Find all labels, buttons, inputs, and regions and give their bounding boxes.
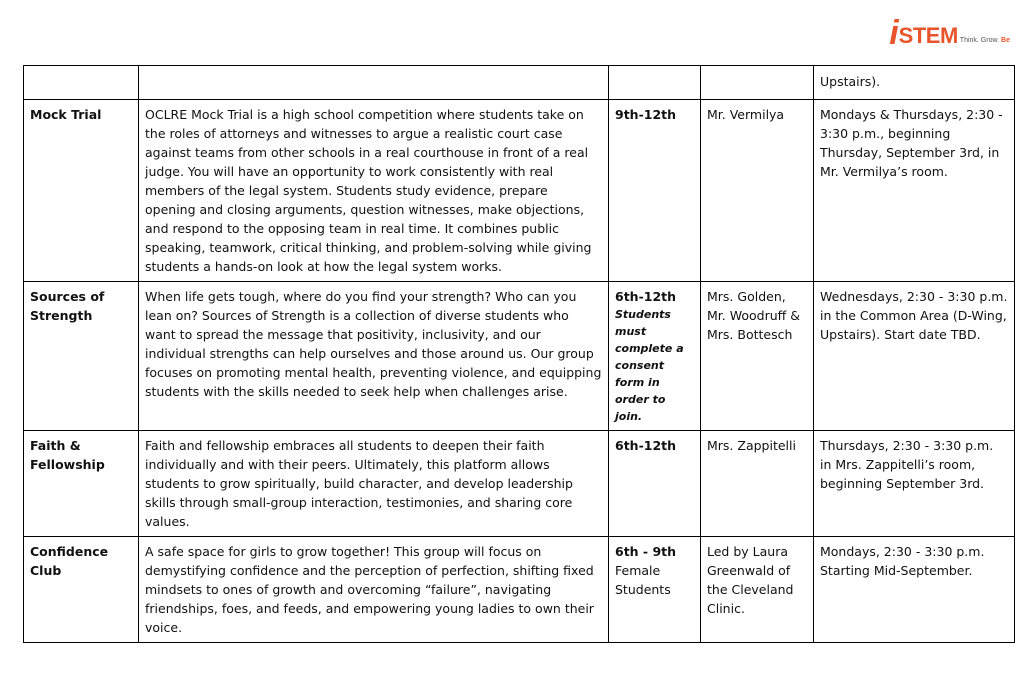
logo-wordmark: STEM (898, 23, 958, 48)
club-name-cell (24, 282, 139, 431)
club-name: Faith & Fellowship (30, 438, 105, 472)
clubs-table (23, 65, 1015, 643)
club-schedule: Mondays, 2:30 - 3:30 p.m. Starting Mid-September. (820, 544, 985, 578)
club-grades-cell (609, 66, 701, 100)
club-name-cell (24, 537, 139, 643)
club-description-cell (139, 66, 609, 100)
club-advisor-cell (701, 537, 814, 643)
club-name-cell (24, 431, 139, 537)
club-grades: 9th-12th (615, 107, 677, 122)
club-name: Mock Trial (30, 107, 102, 122)
club-schedule-cell (814, 537, 1015, 643)
table-row (24, 431, 1015, 537)
club-description: OCLRE Mock Trial is a high school competition where students take on the roles of attorneys and witnesses to argue a realistic court case against teams from other schools in a real courthouse in front of a real judge. You will have an opportunity to work consistently with real members of the legal system. Students study evidence, prepare opening and closing arguments, question witnesses, make objections, and respond to the opposing team in real time. It combines public speaking, teamwork, critical thinking, and problem-solving while giving students a hands-on look at how the legal system works. (145, 107, 592, 274)
club-description: A safe space for girls to grow together! This group will focus on demystifying confidence and the perception of perfection, shifting fixed mindsets to ones of growth and overcoming “failure”, navigating friendships, foes, and feeds, and empowering young ladies to own their voice. (145, 544, 594, 635)
club-name: Confidence Club (30, 544, 109, 578)
club-description: When life gets tough, where do you find your strength? Who can you lean on? Sources of Strength is a collection of diverse students who want to spread the message that positivity, inclusivity, and our individual strengths can help ourselves and those around us. Our group focuses on promoting mental health, preventing violence, and equipping students with the skills needed to seek help when challenges arise. (145, 289, 602, 399)
logo-tagline (960, 37, 1010, 44)
club-advisor: Led by Laura Greenwald of the Cleveland Clinic. (707, 544, 794, 616)
club-grades-cell (609, 537, 701, 643)
club-description-cell (139, 431, 609, 537)
table-row (24, 537, 1015, 643)
club-schedule-cell (814, 431, 1015, 537)
table-row (24, 282, 1015, 431)
club-schedule: Wednesdays, 2:30 - 3:30 p.m. in the Common Area (D-Wing, Upstairs). Start date TBD. (820, 289, 1008, 342)
logo-tagline-text: Think. Grow. (959, 37, 1000, 44)
club-schedule-cell (814, 100, 1015, 282)
logo-mark: i (889, 14, 899, 52)
club-description-cell (139, 537, 609, 643)
club-advisor: Mrs. Golden, Mr. Woodruff & Mrs. Bottesch (707, 289, 800, 342)
club-grades-note: Students must complete a consent form in order to join. (615, 308, 684, 423)
club-schedule: Upstairs). (820, 74, 881, 89)
club-name-cell (24, 100, 139, 282)
club-name: Sources of Strength (30, 289, 105, 323)
club-grades-sub: Female Students (615, 563, 671, 597)
club-grades: 6th-12th (615, 289, 677, 304)
club-description: Faith and fellowship embraces all students to deepen their faith individually and with their peers. Ultimately, this platform allows students to grow spiritually, build character, and develop leadership skills through small-group interaction, testimonies, and sharing core values. (145, 438, 573, 529)
club-grades-cell (609, 282, 701, 431)
club-advisor-cell (701, 66, 814, 100)
logo-tagline-accent: Be (1001, 37, 1010, 44)
club-schedule-cell (814, 66, 1015, 100)
club-advisor: Mr. Vermilya (707, 107, 785, 122)
club-schedule: Mondays & Thursdays, 2:30 - 3:30 p.m., beginning Thursday, September 3rd, in Mr. Vermilya’s room. (820, 107, 1003, 179)
club-grades: 6th-12th (615, 438, 677, 453)
table-row (24, 66, 1015, 100)
club-advisor-cell (701, 100, 814, 282)
club-grades-cell (609, 100, 701, 282)
club-name-cell (24, 66, 139, 100)
club-advisor-cell (701, 282, 814, 431)
club-advisor-cell (701, 431, 814, 537)
club-grades-cell (609, 431, 701, 537)
table-row (24, 100, 1015, 282)
club-advisor: Mrs. Zappitelli (707, 438, 796, 453)
istem-logo (889, 14, 1010, 52)
club-schedule: Thursdays, 2:30 - 3:30 p.m. in Mrs. Zappitelli’s room, beginning September 3rd. (820, 438, 994, 491)
club-grades: 6th - 9th (615, 544, 677, 559)
club-description-cell (139, 100, 609, 282)
club-description-cell (139, 282, 609, 431)
club-schedule-cell (814, 282, 1015, 431)
